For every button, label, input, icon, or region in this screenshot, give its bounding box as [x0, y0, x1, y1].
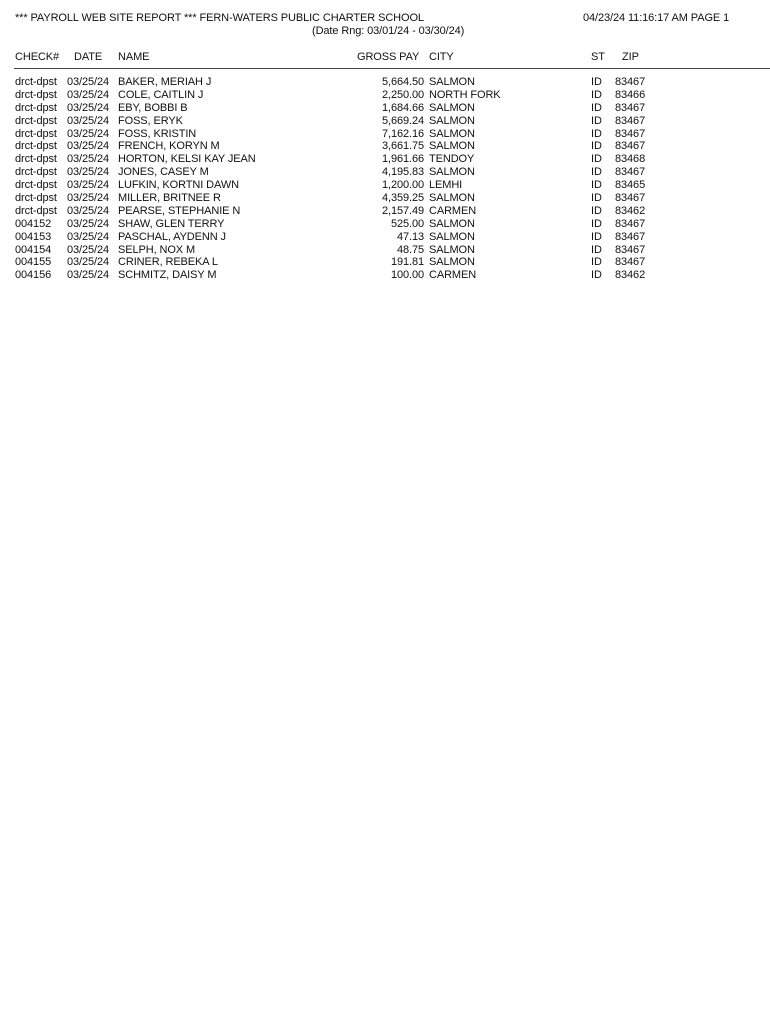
zip-cell: 83466 — [615, 88, 646, 101]
city-cell: SALMON — [429, 127, 475, 140]
check-cell: drct-dpst — [15, 179, 57, 192]
table-row — [0, 244, 770, 257]
zip-cell: 83467 — [615, 230, 646, 243]
name-cell: SCHMITZ, DAISY M — [118, 269, 217, 282]
zip-cell: 83467 — [615, 76, 646, 88]
check-cell: 004155 — [15, 256, 52, 269]
table-row — [0, 205, 770, 218]
name-cell: MILLER, BRITNEE R — [118, 192, 221, 205]
state-cell: ID — [591, 114, 602, 127]
state-cell: ID — [591, 76, 602, 88]
name-cell: FOSS, KRISTIN — [118, 127, 197, 140]
column-header-date: DATE — [74, 51, 103, 63]
date-cell: 03/25/24 — [67, 230, 110, 243]
state-cell: ID — [591, 166, 602, 179]
date-cell: 03/25/24 — [67, 153, 110, 166]
city-cell: TENDOY — [429, 153, 475, 166]
table-row — [0, 256, 770, 269]
zip-cell: 83467 — [615, 114, 646, 127]
state-cell: ID — [591, 269, 602, 282]
table-row — [0, 140, 770, 153]
date-cell: 03/25/24 — [67, 192, 110, 205]
check-cell: drct-dpst — [15, 76, 57, 88]
column-header-city: CITY — [429, 51, 454, 63]
check-cell: 004156 — [15, 269, 52, 282]
state-cell: ID — [591, 217, 602, 230]
name-cell: LUFKIN, KORTNI DAWN — [118, 179, 239, 192]
table-row — [0, 89, 770, 102]
check-cell: 004153 — [15, 230, 52, 243]
zip-cell: 83467 — [615, 166, 646, 179]
gross-pay-cell: 2,250.00 — [381, 88, 424, 101]
zip-cell: 83467 — [615, 101, 646, 114]
date-cell: 03/25/24 — [67, 76, 110, 88]
name-cell: PASCHAL, AYDENN J — [118, 230, 226, 243]
check-cell: 004154 — [15, 243, 52, 256]
city-cell: SALMON — [429, 166, 475, 179]
gross-pay-cell: 3,661.75 — [381, 140, 424, 153]
table-row — [0, 153, 770, 166]
gross-pay-cell: 48.75 — [396, 243, 424, 256]
name-cell: CRINER, REBEKA L — [118, 256, 218, 269]
check-cell: drct-dpst — [15, 140, 57, 153]
zip-cell: 83467 — [615, 192, 646, 205]
zip-cell: 83465 — [615, 179, 646, 192]
column-header-check: CHECK# — [15, 51, 60, 63]
date-cell: 03/25/24 — [67, 217, 110, 230]
zip-cell: 83462 — [615, 204, 646, 217]
name-cell: EBY, BOBBI B — [118, 101, 188, 114]
name-cell: PEARSE, STEPHANIE N — [118, 204, 241, 217]
city-cell: CARMEN — [429, 204, 477, 217]
state-cell: ID — [591, 230, 602, 243]
check-cell: drct-dpst — [15, 153, 57, 166]
state-cell: ID — [591, 153, 602, 166]
date-cell: 03/25/24 — [67, 114, 110, 127]
check-cell: drct-dpst — [15, 88, 57, 101]
check-cell: drct-dpst — [15, 192, 57, 205]
city-cell: SALMON — [429, 114, 475, 127]
check-cell: drct-dpst — [15, 101, 57, 114]
name-cell: BAKER, MERIAH J — [118, 76, 212, 88]
payroll-table-body — [0, 76, 770, 282]
check-cell: drct-dpst — [15, 127, 57, 140]
gross-pay-cell: 191.81 — [390, 256, 424, 269]
name-cell: FRENCH, KORYN M — [118, 140, 220, 153]
state-cell: ID — [591, 192, 602, 205]
name-cell: COLE, CAITLIN J — [118, 88, 204, 101]
zip-cell: 83467 — [615, 217, 646, 230]
gross-pay-cell: 4,359.25 — [381, 192, 424, 205]
column-header-gross-pay: GROSS PAY — [357, 51, 420, 63]
city-cell: SALMON — [429, 217, 475, 230]
column-header-state: ST — [591, 51, 605, 63]
gross-pay-cell: 5,664.50 — [381, 76, 424, 88]
city-cell: NORTH FORK — [429, 88, 501, 101]
name-cell: FOSS, ERYK — [118, 114, 183, 127]
name-cell: JONES, CASEY M — [118, 166, 209, 179]
zip-cell: 83462 — [615, 269, 646, 282]
state-cell: ID — [591, 101, 602, 114]
date-cell: 03/25/24 — [67, 127, 110, 140]
zip-cell: 83467 — [615, 256, 646, 269]
table-row — [0, 115, 770, 128]
table-row — [0, 218, 770, 231]
gross-pay-cell: 1,684.66 — [381, 101, 424, 114]
gross-pay-cell: 100.00 — [390, 269, 424, 282]
date-cell: 03/25/24 — [67, 204, 110, 217]
date-cell: 03/25/24 — [67, 140, 110, 153]
state-cell: ID — [591, 204, 602, 217]
state-cell: ID — [591, 127, 602, 140]
gross-pay-cell: 4,195.83 — [381, 166, 424, 179]
gross-pay-cell: 47.13 — [396, 230, 424, 243]
date-cell: 03/25/24 — [67, 269, 110, 282]
city-cell: SALMON — [429, 101, 475, 114]
state-cell: ID — [591, 179, 602, 192]
check-cell: drct-dpst — [15, 114, 57, 127]
column-header-zip: ZIP — [622, 51, 639, 63]
date-cell: 03/25/24 — [67, 88, 110, 101]
table-row — [0, 231, 770, 244]
zip-cell: 83468 — [615, 153, 646, 166]
city-cell: SALMON — [429, 140, 475, 153]
report-title: *** PAYROLL WEB SITE REPORT *** FERN-WATERS PUBLIC CHARTER SCHOOL — [15, 12, 424, 24]
report-date-range: (Date Rng: 03/01/24 - 03/30/24) — [312, 25, 465, 37]
table-row — [0, 166, 770, 179]
gross-pay-cell: 1,200.00 — [381, 179, 424, 192]
date-cell: 03/25/24 — [67, 179, 110, 192]
gross-pay-cell: 5,669.24 — [381, 114, 424, 127]
date-cell: 03/25/24 — [67, 166, 110, 179]
zip-cell: 83467 — [615, 243, 646, 256]
name-cell: SHAW, GLEN TERRY — [118, 217, 225, 230]
date-cell: 03/25/24 — [67, 243, 110, 256]
gross-pay-cell: 525.00 — [390, 217, 424, 230]
table-row — [0, 179, 770, 192]
column-header-name: NAME — [118, 51, 150, 63]
city-cell: SALMON — [429, 76, 475, 88]
city-cell: LEMHI — [429, 179, 463, 192]
check-cell: drct-dpst — [15, 166, 57, 179]
zip-cell: 83467 — [615, 127, 646, 140]
state-cell: ID — [591, 256, 602, 269]
city-cell: CARMEN — [429, 269, 477, 282]
state-cell: ID — [591, 140, 602, 153]
table-row — [0, 192, 770, 205]
check-cell: 004152 — [15, 217, 52, 230]
state-cell: ID — [591, 243, 602, 256]
city-cell: SALMON — [429, 243, 475, 256]
report-timestamp-page: 04/23/24 11:16:17 AM PAGE 1 — [583, 12, 730, 24]
name-cell: SELPH, NOX M — [118, 243, 196, 256]
zip-cell: 83467 — [615, 140, 646, 153]
table-row — [0, 269, 770, 282]
city-cell: SALMON — [429, 192, 475, 205]
state-cell: ID — [591, 88, 602, 101]
city-cell: SALMON — [429, 256, 475, 269]
city-cell: SALMON — [429, 230, 475, 243]
table-row — [0, 76, 770, 89]
header-divider — [14, 68, 770, 69]
table-row — [0, 128, 770, 141]
name-cell: HORTON, KELSI KAY JEAN — [118, 153, 256, 166]
gross-pay-cell: 1,961.66 — [381, 153, 424, 166]
date-cell: 03/25/24 — [67, 256, 110, 269]
table-row — [0, 102, 770, 115]
check-cell: drct-dpst — [15, 204, 57, 217]
gross-pay-cell: 7,162.16 — [381, 127, 424, 140]
gross-pay-cell: 2,157.49 — [381, 204, 424, 217]
date-cell: 03/25/24 — [67, 101, 110, 114]
